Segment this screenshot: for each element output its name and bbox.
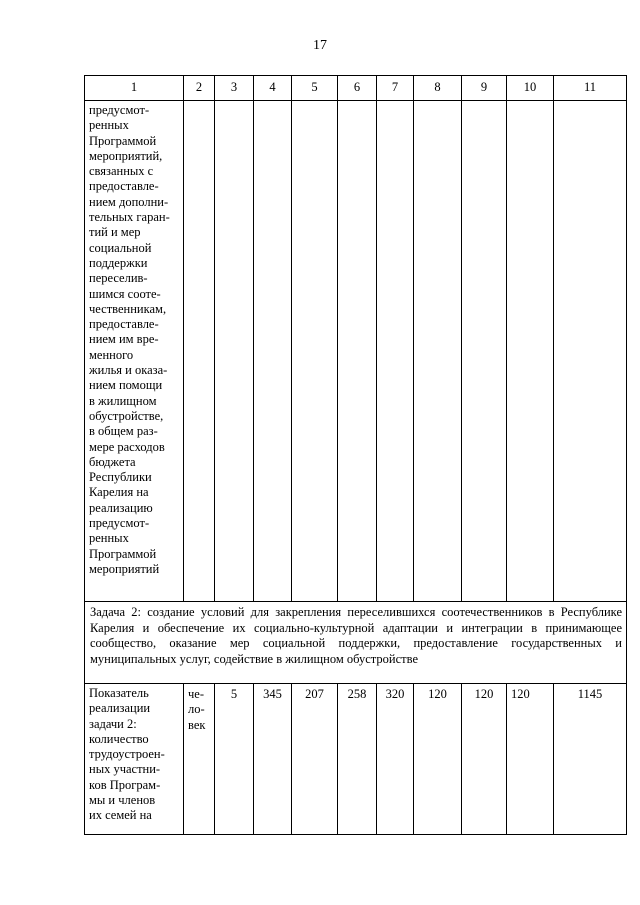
table-cell [462, 101, 507, 602]
value-cell: 320 [377, 684, 414, 835]
header-cell: 8 [414, 76, 462, 101]
indicators-table [84, 75, 627, 835]
table-row [85, 684, 627, 835]
indicator-description-cell [85, 684, 184, 835]
unit-cell [184, 684, 215, 835]
table-cell [215, 101, 254, 602]
table-cell [254, 101, 292, 602]
value-cell: 207 [292, 684, 338, 835]
header-cell: 6 [338, 76, 377, 101]
task-row [85, 602, 627, 684]
table-header-row [85, 76, 627, 101]
value-cell: 345 [254, 684, 292, 835]
table-cell [377, 101, 414, 602]
header-cell: 4 [254, 76, 292, 101]
indicator-description-cell [85, 101, 184, 602]
header-cell: 2 [184, 76, 215, 101]
header-cell: 3 [215, 76, 254, 101]
value-cell: 5 [215, 684, 254, 835]
table-row [85, 101, 627, 602]
table-cell [554, 101, 627, 602]
value-cell: 120 [414, 684, 462, 835]
table-cell [292, 101, 338, 602]
indicator-description: Показатель реализации задачи 2: количество трудоустроен- ных участни- ков Програм- мы и членов их семей на [89, 686, 165, 823]
page-number: 17 [313, 38, 327, 53]
header-cell: 11 [554, 76, 627, 101]
value-cell: 120 [507, 684, 554, 835]
table-cell [414, 101, 462, 602]
task-2-text: Задача 2: создание условий для закрепления переселившихся соотечественников в Республике Карелия и обеспечение их социально-культурной адаптации и интеграции в принимающее сообщество, оказание мер социальной поддержки, предоставление государственных и муниципальных услуг, содействие в жилищном обустройстве [85, 602, 627, 684]
table-cell [338, 101, 377, 602]
unit-label: че- ло- век [188, 687, 206, 732]
value-cell: 258 [338, 684, 377, 835]
header-cell: 5 [292, 76, 338, 101]
header-cell: 9 [462, 76, 507, 101]
table-cell [184, 101, 215, 602]
table-cell [507, 101, 554, 602]
header-cell: 10 [507, 76, 554, 101]
indicator-description: предусмот- ренных Программой мероприятий, связанных с предоставле- нием дополни- тельных гаран- тий и мер социальной поддержки переселив- шимся соотe- чественникам, предоставле- нием им вре- менного жилья и оказа- нием помощи в жилищном обустройстве, в общем раз- мере расходов бюджета Республики Карелия на реализацию предусмот- ренных Программой мероприятий [89, 103, 170, 576]
value-cell: 120 [462, 684, 507, 835]
value-cell: 1145 [554, 684, 627, 835]
header-cell: 7 [377, 76, 414, 101]
header-cell: 1 [85, 76, 184, 101]
